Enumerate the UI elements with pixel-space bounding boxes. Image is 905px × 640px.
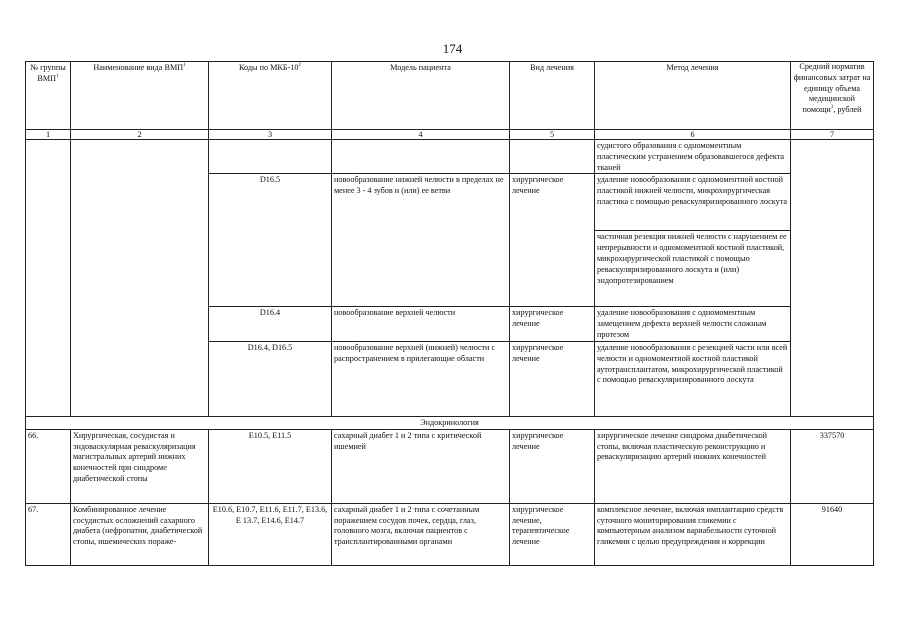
header-row (26, 62, 874, 130)
page-number: 174 (442, 41, 463, 56)
treatment-cell: хирургическое лечение (510, 307, 595, 341)
header-group-number: № группы ВМП$^1$ (26, 62, 71, 130)
method-cell: судистого образования с одномоментным пластическим устранением образовавшегося дефекта тканей (595, 140, 791, 174)
treatment-cell: хирургическое лечение, терапевтическое лечение (510, 503, 595, 565)
header-icd-codes: Коды по МКБ-$10^2$ (209, 62, 332, 130)
col-number: 6 (595, 130, 791, 140)
code-cell: D16.4, D16.5 (209, 341, 332, 416)
method-cell: удаление новообразования с одномоментным замещением дефекта верхней челюсти сложным протезом (595, 307, 791, 341)
col-number: 1 (26, 130, 71, 140)
table-row (26, 140, 874, 174)
method-cell: удаление новообразования с резекцией части или всей челюсти и одномоментной костной пластикой аутотрансплантатом, микрохирургической пластикой с помощью реваскуляризированного лоскута (595, 341, 791, 416)
code-cell: D16.4 (209, 307, 332, 341)
code-cell: E10.6, E10.7, E11.6, E11.7, E13.6, E 13.7, E14.6, E14.7 (209, 503, 332, 565)
cost-cell (791, 140, 874, 417)
model-cell: новообразование верхней (нижней) челюсти с распространением в прилегающие области (332, 341, 510, 416)
method-cell: хирургическое лечение синдрома диабетической стопы, включая пластическую реконструкцию и реваскуляризацию артерий нижних конечностей (595, 429, 791, 503)
treatment-cell: хирургическое лечение (510, 174, 595, 307)
header-treatment-method: Метод лечения (595, 62, 791, 130)
code-cell: D16.5 (209, 174, 332, 307)
vmp-name-cell: Хирургическая, сосудистая и эндоваскулярная реваскуляризация магистральных артерий нижних конечностей при синдроме диабетической стопы (71, 429, 209, 503)
section-title: Эндокринология (26, 416, 874, 429)
code-cell: E10.5, E11.5 (209, 429, 332, 503)
group-number-cell (26, 140, 71, 417)
header-cost-standard: Средний норматив финансовых затрат на единицу объема медицинской помощи$^3$, рублей (791, 62, 874, 130)
model-cell (332, 140, 510, 174)
vmp-table (25, 61, 874, 566)
group-number-cell: 66. (26, 429, 71, 503)
col-number: 3 (209, 130, 332, 140)
model-cell: сахарный диабет 1 и 2 типа с сочетанным поражением сосудов почек, сердца, глаз, головного мозга, включая пациентов с трансплантированными органами (332, 503, 510, 565)
group-number-cell: 67. (26, 503, 71, 565)
header-patient-model: Модель пациента (332, 62, 510, 130)
method-cell: удаление новообразования с одномоментной костной пластикой нижней челюсти, микрохирургическая пластика с помощью реваскуляризированного лоскута (595, 174, 791, 231)
col-number: 2 (71, 130, 209, 140)
treatment-cell: хирургическое лечение (510, 341, 595, 416)
header-vmp-name: Наименование вида ВМП$^1$ (71, 62, 209, 130)
header-treatment-type: Вид лечения (510, 62, 595, 130)
method-cell: частичная резекция нижней челюсти с нарушением ее непрерывности и одномоментной костной пластикой, микрохирургической пластикой с помощью реваскуляризированного лоскута и (или) эндопротезированием (595, 231, 791, 307)
method-cell: комплексное лечение, включая имплантацию средств суточного мониторирования гликемии с компьютерным анализом вариабельности суточной гликемии с целью предупреждения и коррекции (595, 503, 791, 565)
model-cell: новообразование нижней челюсти в пределах не менее 3 - 4 зубов и (или) ее ветви (332, 174, 510, 307)
col-number: 5 (510, 130, 595, 140)
column-number-row (26, 130, 874, 140)
col-number: 7 (791, 130, 874, 140)
vmp-name-cell: Комбинированное лечение сосудистых осложнений сахарного диабета (нефропатии, диабетической стопы, ишемических пораже- (71, 503, 209, 565)
code-cell (209, 140, 332, 174)
cost-cell: 337570 (791, 429, 874, 503)
vmp-name-cell (71, 140, 209, 417)
treatment-cell: хирургическое лечение (510, 429, 595, 503)
table-row (26, 503, 874, 565)
table-row (26, 429, 874, 503)
cost-cell: 91640 (791, 503, 874, 565)
model-cell: сахарный диабет 1 и 2 типа с критической ишемией (332, 429, 510, 503)
treatment-cell (510, 140, 595, 174)
col-number: 4 (332, 130, 510, 140)
section-row (26, 416, 874, 429)
model-cell: новообразование верхней челюсти (332, 307, 510, 341)
